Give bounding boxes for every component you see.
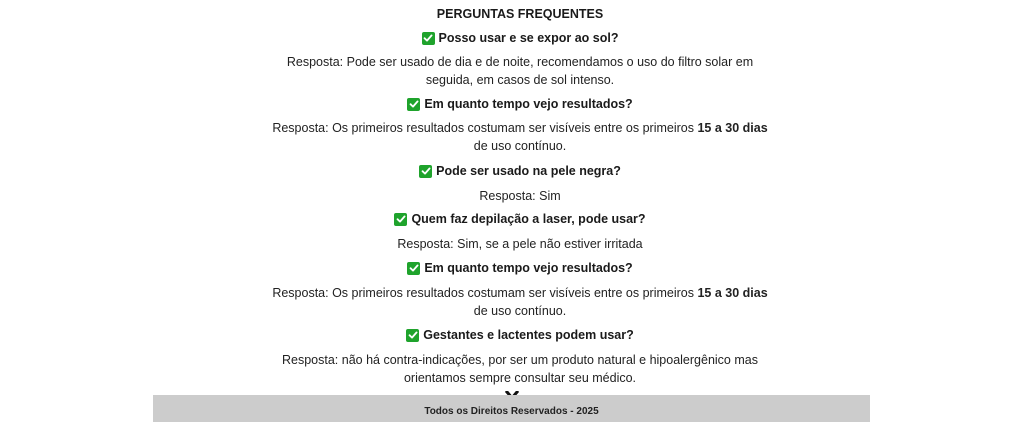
faq-question: [270, 30, 770, 46]
faq-answer: Resposta: Pode ser usado de dia e de noite, recomendamos o uso do filtro solar em seguida, em casos de sol intenso.: [286, 55, 754, 87]
check-mark-icon: [394, 213, 407, 226]
footer-copyright: Todos os Direitos Reservados - 2025: [424, 406, 599, 417]
faq-question: [270, 96, 770, 112]
faq-question-text: Em quanto tempo vejo resultados?: [424, 97, 633, 111]
check-mark-icon: [407, 98, 420, 111]
faq-answer: Resposta: Sim, se a pele não estiver irritada: [397, 237, 643, 251]
faq-question-text: Pode ser usado na pele negra?: [436, 164, 621, 178]
faq-question: [270, 211, 770, 227]
faq-answer: Resposta: Sim: [479, 189, 561, 203]
faq-question: [270, 260, 770, 276]
check-mark-icon: [422, 32, 435, 45]
footer: [153, 395, 870, 422]
faq-answer: Resposta: não há contra-indicações, por ser um produto natural e hipoalergênico mas orientamos sempre consultar seu médico.: [282, 353, 758, 385]
faq-question: [270, 327, 770, 343]
check-mark-icon: [419, 165, 432, 178]
faq-answer-highlight: 15 a 30 dias: [697, 286, 768, 300]
faq-answer-highlight: 15 a 30 dias: [697, 121, 768, 135]
faq-question-text: Em quanto tempo vejo resultados?: [424, 261, 633, 275]
check-mark-icon: [407, 262, 420, 275]
faq-title: PERGUNTAS FREQUENTES: [436, 7, 604, 21]
faq-question-text: Posso usar e se expor ao sol?: [438, 31, 619, 45]
faq-question: [270, 163, 770, 179]
check-mark-icon: [406, 329, 419, 342]
faq-question-text: Quem faz depilação a laser, pode usar?: [411, 212, 646, 226]
faq-answer: Resposta: Os primeiros resultados costumam ser visíveis entre os primeiros 15 a 30 dias de uso contínuo.: [272, 121, 768, 153]
faq-answer: Resposta: Os primeiros resultados costumam ser visíveis entre os primeiros 15 a 30 dias de uso contínuo.: [272, 286, 768, 318]
faq-question-text: Gestantes e lactentes podem usar?: [423, 328, 634, 342]
